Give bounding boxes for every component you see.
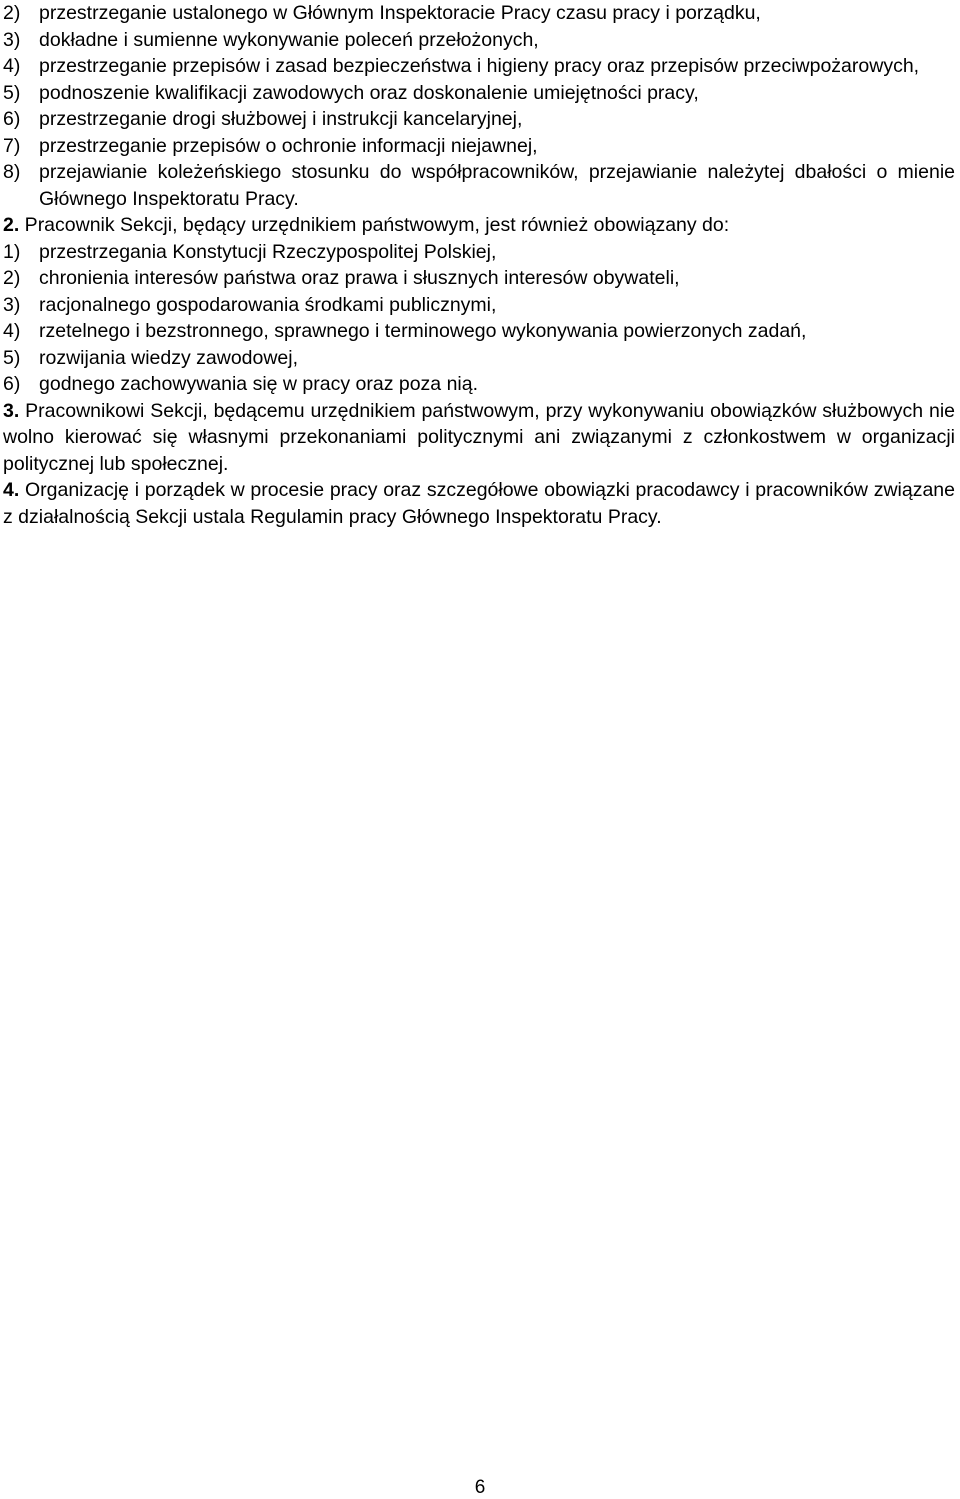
list-item-text: chronienia interesów państwa oraz prawa i słusznych interesów obywateli, [39,267,680,289]
list-item-text: przestrzeganie drogi służbowej i instrukcji kancelaryjnej, [39,108,523,130]
list-item [3,80,955,107]
list-item-text: racjonalnego gospodarowania środkami publicznymi, [39,293,497,316]
list-item-text: przestrzeganie ustalonego w Głównym Inspektoracie Pracy czasu pracy i porządku, [39,2,761,24]
list-item [3,0,955,27]
page-number: 6 [474,1477,486,1498]
list-item-number: 4) [3,320,21,342]
list-item-text: przestrzegania Konstytucji Rzeczypospolitej Polskiej, [39,240,497,263]
list-item [3,265,955,292]
paragraph-number: 4. [3,479,20,501]
list-item [3,27,955,54]
list-item-number: 6) [3,373,21,395]
list-item-number: 4) [3,55,21,77]
list-item-number: 3) [3,293,21,316]
list-item-text: dokładne i sumienne wykonywanie poleceń przełożonych, [39,28,539,51]
civil-servant-duties-list [3,239,955,398]
list-item-number: 2) [3,2,21,24]
paragraph-number: 2. [3,214,20,236]
list-item-number: 1) [3,240,21,263]
list-item-text: przestrzeganie przepisów i zasad bezpieczeństwa i higieny pracy oraz przepisów przeciwpożarowych, [39,55,920,77]
list-item-text: przejawianie koleżeńskiego stosunku do współpracowników, przejawianie należytej dbałości o mienie Głównego Inspektoratu Pracy. [39,161,955,210]
list-item [3,106,955,133]
list-item-text: rzetelnego i bezstronnego, sprawnego i terminowego wykonywania powierzonych zadań, [39,320,807,342]
paragraph-text: Pracownikowi Sekcji, będącemu urzędnikiem państwowym, przy wykonywaniu obowiązków służbowych nie wolno kierować się własnymi przekonaniami politycznymi ani związanymi z członkostwem w organizacji politycznej lub społecznej. [3,399,955,475]
list-item-number: 6) [3,108,21,130]
list-item [3,371,955,398]
list-item [3,53,955,80]
list-item-number: 3) [3,28,21,51]
paragraph-number: 3. [3,399,20,422]
list-item-number: 5) [3,346,21,369]
paragraph-4 [3,477,955,530]
duties-list [3,0,955,212]
paragraph-text: Organizację i porządek w procesie pracy oraz szczegółowe obowiązki pracodawcy i pracowników związane z działalnością Sekcji ustala Regulamin pracy Głównego Inspektoratu Pracy. [3,479,955,528]
list-item-number: 2) [3,267,21,289]
paragraph-2 [3,212,955,239]
list-item-number: 7) [3,134,21,157]
list-item [3,318,955,345]
list-item-text: podnoszenie kwalifikacji zawodowych oraz doskonalenie umiejętności pracy, [39,81,699,104]
document-body [3,0,955,530]
paragraph-text: Pracownik Sekcji, będący urzędnikiem państwowym, jest również obowiązany do: [19,214,730,236]
list-item [3,345,955,372]
list-item-number: 8) [3,161,21,183]
list-item [3,292,955,319]
list-item-text: przestrzeganie przepisów o ochronie informacji niejawnej, [39,134,538,157]
list-item [3,159,955,212]
paragraph-3 [3,398,955,478]
list-item-text: godnego zachowywania się w pracy oraz poza nią. [39,373,479,395]
list-item-number: 5) [3,81,21,104]
list-item [3,239,955,266]
list-item-text: rozwijania wiedzy zawodowej, [39,346,299,369]
list-item [3,133,955,160]
